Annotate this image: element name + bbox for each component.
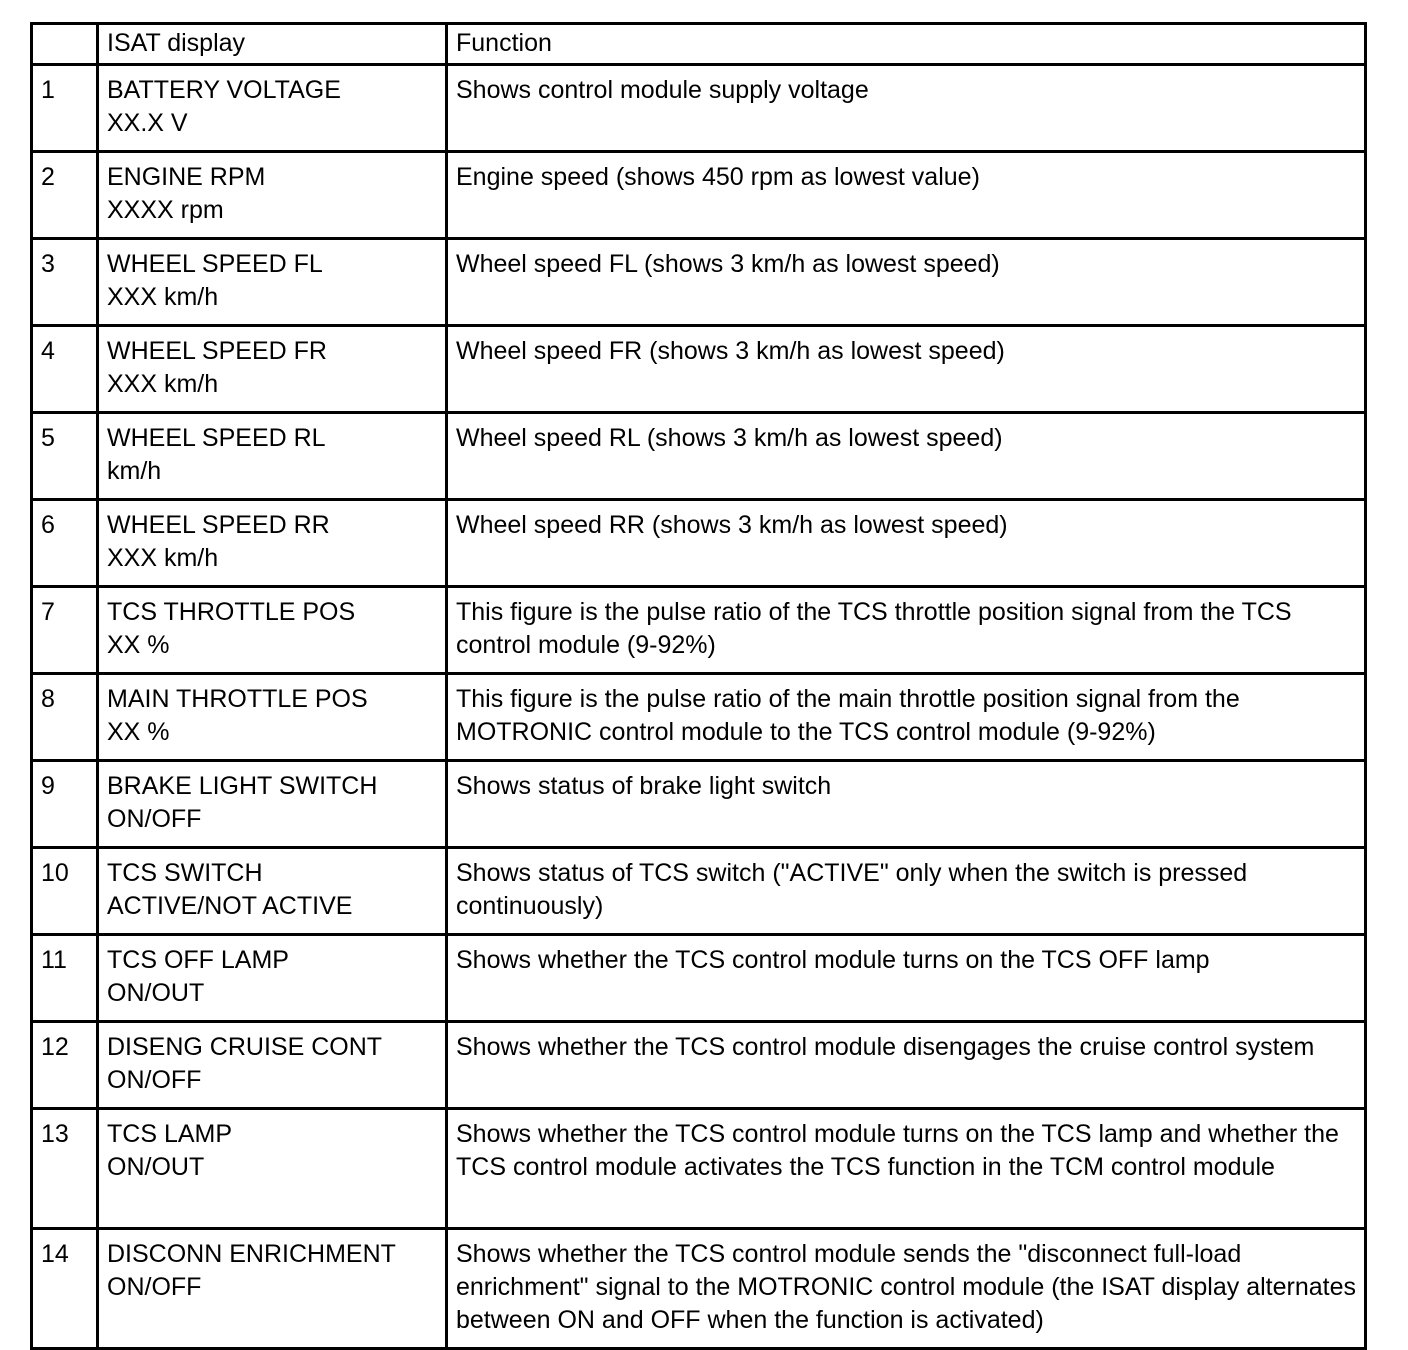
isat-display-cell <box>98 152 447 239</box>
function-cell <box>447 674 1366 761</box>
function-text: This figure is the pulse ratio of the main throttle position signal from the MOTRONIC control module to the TCS control module (9-92%) <box>456 685 1240 746</box>
row-number: 4 <box>32 326 98 413</box>
function-text: Engine speed (shows 450 rpm as lowest value) <box>456 163 980 191</box>
row-number: 5 <box>32 413 98 500</box>
isat-display-cell <box>98 1109 447 1229</box>
isat-display-cell <box>98 239 447 326</box>
table-row <box>32 239 1366 326</box>
table-row <box>32 65 1366 152</box>
isat-display-cell <box>98 1022 447 1109</box>
function-cell <box>447 413 1366 500</box>
row-number: 14 <box>32 1229 98 1349</box>
table-row <box>32 413 1366 500</box>
display-name: WHEEL SPEED RL <box>107 424 326 452</box>
display-name: TCS LAMP <box>107 1120 233 1148</box>
display-name: ENGINE RPM <box>107 163 266 191</box>
display-value: XXX km/h <box>107 283 219 311</box>
table-row <box>32 587 1366 674</box>
function-text: Wheel speed RL (shows 3 km/h as lowest speed) <box>456 424 1003 452</box>
function-cell <box>447 152 1366 239</box>
display-name: DISCONN ENRICHMENT <box>107 1240 396 1268</box>
display-name: MAIN THROTTLE POS <box>107 685 368 713</box>
function-text: Shows whether the TCS control module turns on the TCS OFF lamp <box>456 946 1210 974</box>
function-cell <box>447 65 1366 152</box>
function-cell <box>447 326 1366 413</box>
table-row <box>32 1229 1366 1349</box>
row-number: 12 <box>32 1022 98 1109</box>
function-text: Shows control module supply voltage <box>456 76 869 104</box>
display-name: BRAKE LIGHT SWITCH <box>107 772 378 800</box>
row-number: 7 <box>32 587 98 674</box>
function-cell <box>447 935 1366 1022</box>
display-value: ON/OFF <box>107 805 202 833</box>
display-value: ON/OUT <box>107 1153 205 1181</box>
isat-display-cell <box>98 587 447 674</box>
display-name: TCS SWITCH <box>107 859 263 887</box>
function-text: Wheel speed RR (shows 3 km/h as lowest speed) <box>456 511 1008 539</box>
display-value: XXXX rpm <box>107 196 224 224</box>
function-cell <box>447 761 1366 848</box>
isat-display-cell <box>98 1229 447 1349</box>
display-value: XX.X V <box>107 109 188 137</box>
function-cell <box>447 1229 1366 1349</box>
function-text: Shows status of brake light switch <box>456 772 832 800</box>
table-row <box>32 848 1366 935</box>
display-value: XX % <box>107 718 170 746</box>
display-value: km/h <box>107 457 162 485</box>
function-text: This figure is the pulse ratio of the TCS throttle position signal from the TCS control module (9-92%) <box>456 598 1292 659</box>
row-number: 13 <box>32 1109 98 1229</box>
display-value: XX % <box>107 631 170 659</box>
table-row <box>32 1109 1366 1229</box>
function-cell <box>447 1022 1366 1109</box>
function-text: Wheel speed FR (shows 3 km/h as lowest speed) <box>456 337 1005 365</box>
display-name: WHEEL SPEED FR <box>107 337 327 365</box>
isat-display-cell <box>98 413 447 500</box>
table-row <box>32 500 1366 587</box>
row-number: 11 <box>32 935 98 1022</box>
isat-display-cell <box>98 761 447 848</box>
display-value: ON/OFF <box>107 1273 202 1301</box>
display-value: ACTIVE/NOT ACTIVE <box>107 892 353 920</box>
isat-display-cell <box>98 848 447 935</box>
display-name: DISENG CRUISE CONT <box>107 1033 383 1061</box>
display-name: BATTERY VOLTAGE <box>107 76 341 104</box>
table-row <box>32 674 1366 761</box>
row-number: 3 <box>32 239 98 326</box>
function-cell <box>447 500 1366 587</box>
header-function: Function <box>447 24 1366 65</box>
isat-display-cell <box>98 674 447 761</box>
function-text: Shows whether the TCS control module turns on the TCS lamp and whether the TCS control module activates the TCS function in the TCM control module <box>456 1120 1339 1181</box>
row-number: 10 <box>32 848 98 935</box>
table-row <box>32 935 1366 1022</box>
function-cell <box>447 848 1366 935</box>
function-text: Shows whether the TCS control module disengages the cruise control system <box>456 1033 1315 1061</box>
row-number: 6 <box>32 500 98 587</box>
display-name: TCS THROTTLE POS <box>107 598 356 626</box>
display-value: ON/OFF <box>107 1066 202 1094</box>
header-number <box>32 24 98 65</box>
function-cell <box>447 1109 1366 1229</box>
function-cell <box>447 587 1366 674</box>
row-number: 9 <box>32 761 98 848</box>
table-header-row <box>32 24 1366 65</box>
isat-display-cell <box>98 500 447 587</box>
row-number: 1 <box>32 65 98 152</box>
row-number: 2 <box>32 152 98 239</box>
function-text: Wheel speed FL (shows 3 km/h as lowest speed) <box>456 250 1000 278</box>
display-value: XXX km/h <box>107 544 219 572</box>
function-text: Shows whether the TCS control module sends the "disconnect full-load enrichment" signal to the MOTRONIC control module (the ISAT display alternates between ON and OFF when the function is activated) <box>456 1240 1356 1334</box>
display-value: XXX km/h <box>107 370 219 398</box>
table-row <box>32 1022 1366 1109</box>
display-name: TCS OFF LAMP <box>107 946 289 974</box>
table-row <box>32 326 1366 413</box>
table-row <box>32 152 1366 239</box>
header-isat-display: ISAT display <box>98 24 447 65</box>
display-name: WHEEL SPEED RR <box>107 511 330 539</box>
function-text: Shows status of TCS switch ("ACTIVE" only when the switch is pressed continuously) <box>456 859 1248 920</box>
isat-display-cell <box>98 326 447 413</box>
display-value: ON/OUT <box>107 979 205 1007</box>
row-number: 8 <box>32 674 98 761</box>
display-name: WHEEL SPEED FL <box>107 250 323 278</box>
isat-display-cell <box>98 65 447 152</box>
table-row <box>32 761 1366 848</box>
isat-display-cell <box>98 935 447 1022</box>
isat-display-table <box>30 22 1367 1350</box>
function-cell <box>447 239 1366 326</box>
